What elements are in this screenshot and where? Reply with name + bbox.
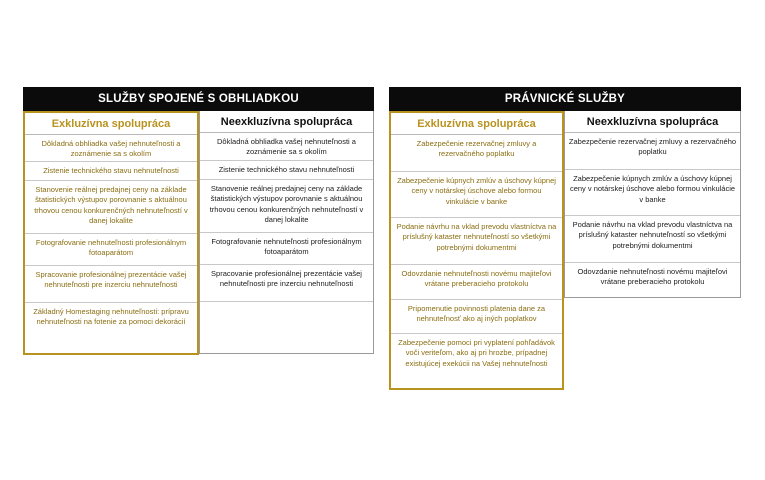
right-exclusive-item: Zabezpečenie rezervačnej zmluvy a rezervačného poplatku xyxy=(391,135,562,172)
left-exclusive-item: Spracovanie profesionálnej prezentácie vašej nehnuteľnosti pre inzerciu nehnuteľnosti xyxy=(25,266,197,303)
right-nonexclusive-title: Neexkluzívna spolupráca xyxy=(565,111,740,133)
left-panel-title: SLUŽBY SPOJENÉ S OBHLIADKOU xyxy=(23,87,374,111)
right-nonexclusive-item: Zabezpečenie rezervačnej zmluvy a rezervačného poplatku xyxy=(565,133,740,170)
left-nonexclusive-item: Fotografovanie nehnuteľnosti profesionálnym fotoaparátom xyxy=(200,233,373,265)
right-panel xyxy=(389,87,741,390)
left-panel xyxy=(23,87,374,355)
left-nonexclusive-item: Stanovenie reálnej predajnej ceny na základe štatistických výstupov porovnanie s aktuálnou trhovou cenou konkurenčných nehnuteľností v danej lokalite xyxy=(200,180,373,233)
right-exclusive-item: Zabezpečenie pomoci pri vyplatení pohľadávok voči veriteľom, ako aj pri hrozbe, prípadnej existujúcej exekúcii na Vašej nehnuteľnosti xyxy=(398,338,555,368)
right-nonexclusive-item: Odovzdanie nehnuteľnosti novému majiteľovi vrátane preberacieho protokolu xyxy=(577,267,728,287)
right-panel-title: PRÁVNICKÉ SLUŽBY xyxy=(389,87,741,111)
left-exclusive-item: Dôkladná obhliadka vašej nehnuteľnosti a zoznámenie sa s okolím xyxy=(25,135,197,162)
right-exclusive-item: Podanie návrhu na vklad prevodu vlastníctva na príslušný kataster nehnuteľností so všetkými potrebnými dokumentmi xyxy=(391,218,562,265)
left-exclusive-item: Zistenie technického stavu nehnuteľnosti xyxy=(25,162,197,181)
right-exclusive-column xyxy=(389,111,564,390)
left-nonexclusive-column xyxy=(199,111,374,354)
left-panel-columns xyxy=(23,111,374,355)
left-nonexclusive-item: Spracovanie profesionálnej prezentácie vašej nehnuteľnosti pre inzerciu nehnuteľnosti xyxy=(200,265,373,302)
left-exclusive-item: Základný Homestaging nehnuteľnosti: prípravu nehnuteľnosti na fotenie za pomoci dekorácií xyxy=(33,307,189,327)
left-exclusive-item: Stanovenie reálnej predajnej ceny na základe štatistických výstupov porovnanie s aktuálnou trhovou cenou konkurenčných nehnuteľností v danej lokalite xyxy=(25,181,197,234)
right-nonexclusive-item: Zabezpečenie kúpnych zmlúv a úschovy kúpnej ceny v notárskej úschove alebo formou vinkulácie v banke xyxy=(565,170,740,216)
right-panel-columns xyxy=(389,111,741,390)
right-nonexclusive-item: Podanie návrhu na vklad prevodu vlastníctva na príslušný kataster nehnuteľností so všetkými potrebnými dokumentmi xyxy=(565,216,740,263)
right-exclusive-item: Odovzdanie nehnuteľnosti novému majiteľovi vrátane preberacieho protokolu xyxy=(391,265,562,300)
right-exclusive-item: Pripomenutie povinnosti platenia dane za nehnuteľnosť ako aj iných poplatkov xyxy=(391,300,562,334)
left-nonexclusive-title: Neexkluzívna spolupráca xyxy=(200,111,373,133)
left-nonexclusive-item: Zistenie technického stavu nehnuteľnosti xyxy=(200,161,373,180)
right-exclusive-item: Zabezpečenie kúpnych zmlúv a úschovy kúpnej ceny v notárskej úschove alebo formou vinkulácie v banke xyxy=(391,172,562,218)
left-nonexclusive-item: Dôkladná obhliadka vašej nehnuteľnosti a zoznámenie sa s okolím xyxy=(200,133,373,161)
left-exclusive-column xyxy=(23,111,199,355)
left-exclusive-title: Exkluzívna spolupráca xyxy=(25,113,197,135)
right-exclusive-title: Exkluzívna spolupráca xyxy=(391,113,562,135)
left-exclusive-item: Fotografovanie nehnuteľnosti profesionálnym fotoaparátom xyxy=(25,234,197,266)
right-nonexclusive-column xyxy=(564,111,741,298)
left-nonexclusive-empty-cell xyxy=(200,302,373,353)
